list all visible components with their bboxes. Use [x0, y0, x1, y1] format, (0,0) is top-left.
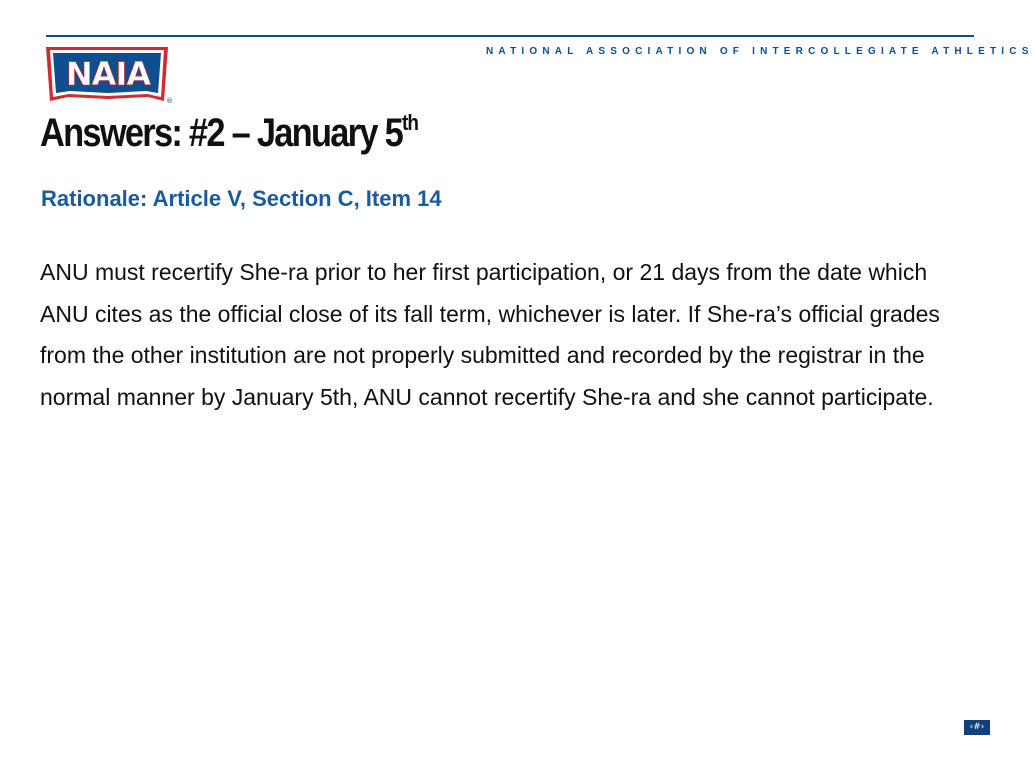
- header-rule: [46, 35, 974, 37]
- organization-name: NATIONAL ASSOCIATION OF INTERCOLLEGIATE ATHLETICS: [486, 46, 1034, 57]
- rationale-subtitle: Rationale: Article V, Section C, Item 14: [41, 186, 442, 211]
- logo-text: NAIA: [65, 55, 151, 93]
- naia-logo: [44, 45, 172, 105]
- page-title: [40, 110, 418, 156]
- title-text: Answers: #2 – January 5: [40, 111, 402, 155]
- page-number-badge: ‹#›: [964, 720, 990, 735]
- answer-body: ANU must recertify She-ra prior to her first participation, or 21 days from the date which ANU cites as the official close of its fall term, whichever is later. If She-ra’s official grades from the other institution are not properly submitted and recorded by the registrar in the normal manner by January 5th, ANU cannot recertify She-ra and she cannot participate.: [40, 259, 940, 410]
- logo-registered-mark: ®: [166, 97, 173, 105]
- title-superscript: th: [401, 110, 419, 135]
